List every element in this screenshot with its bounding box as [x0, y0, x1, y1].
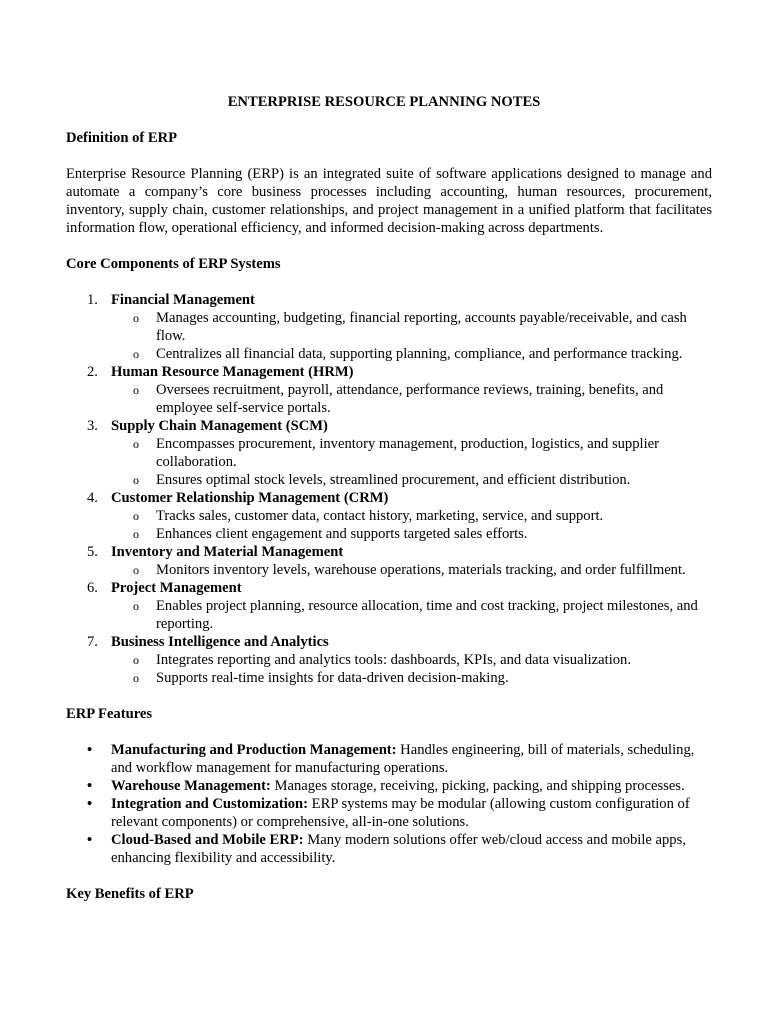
component-points [111, 507, 712, 543]
feature-title: Integration and Customization: [111, 796, 309, 812]
component-point-text: Monitors inventory levels, warehouse operations, materials tracking, and order fulfillment. [156, 562, 686, 578]
circle-bullet-icon: o [133, 437, 139, 451]
component-points [111, 561, 712, 579]
components-heading: Core Components of ERP Systems [66, 256, 281, 272]
component-point [111, 561, 712, 579]
component-point [111, 345, 712, 363]
component-point [111, 309, 712, 345]
feature-item [66, 777, 712, 795]
component-point-text: Oversees recruitment, payroll, attendance, performance reviews, training, benefits, and employee self-service portals. [156, 382, 664, 416]
feature-text: Handles engineering, bill of materials, scheduling, and workflow management for manufacturing operations. [111, 742, 695, 776]
component-points [111, 597, 712, 633]
feature-title: Warehouse Management: [111, 778, 271, 794]
features-heading: ERP Features [66, 706, 153, 722]
component-number: 2. [87, 364, 98, 380]
component-point [111, 381, 712, 417]
circle-bullet-icon: o [133, 653, 139, 667]
circle-bullet-icon: o [133, 311, 139, 325]
bullet-dot-icon: • [87, 778, 93, 794]
component-number: 1. [87, 292, 98, 308]
component-title: Human Resource Management (HRM) [111, 364, 354, 380]
circle-bullet-icon: o [133, 599, 139, 613]
component-point-text: Ensures optimal stock levels, streamlined procurement, and efficient distribution. [156, 472, 631, 488]
component-title: Customer Relationship Management (CRM) [111, 490, 389, 506]
component-point-text: Tracks sales, customer data, contact history, marketing, service, and support. [156, 508, 604, 524]
features-list [66, 741, 712, 867]
feature-title: Manufacturing and Production Management: [111, 742, 397, 758]
component-number: 6. [87, 580, 98, 596]
benefits-heading: Key Benefits of ERP [66, 886, 194, 902]
feature-item [66, 795, 712, 831]
component-number: 5. [87, 544, 98, 560]
components-list [66, 291, 712, 687]
document-title: ENTERPRISE RESOURCE PLANNING NOTES [227, 94, 541, 110]
component-point [111, 651, 712, 669]
component-point-text: Encompasses procurement, inventory management, production, logistics, and supplier collaboration. [156, 436, 659, 470]
circle-bullet-icon: o [133, 671, 139, 685]
component-item [66, 579, 712, 633]
circle-bullet-icon: o [133, 527, 139, 541]
component-point [111, 597, 712, 633]
component-title: Project Management [111, 580, 242, 596]
component-point-text: Centralizes all financial data, supporting planning, compliance, and performance tracking. [156, 346, 683, 362]
feature-item [66, 831, 712, 867]
component-item [66, 489, 712, 543]
definition-paragraph: Enterprise Resource Planning (ERP) is an integrated suite of software applications designed to manage and automate a company’s core business processes including accounting, human resources, procurement, inventory, supply chain, customer relationships, and project management in a unified platform that facilitates information flow, operational efficiency, and informed decision-making across departments. [66, 166, 712, 236]
component-title: Supply Chain Management (SCM) [111, 418, 328, 434]
component-title: Financial Management [111, 292, 255, 308]
component-item [66, 417, 712, 489]
circle-bullet-icon: o [133, 347, 139, 361]
bullet-dot-icon: • [87, 742, 93, 758]
component-item [66, 633, 712, 687]
component-points [111, 309, 712, 363]
component-title: Inventory and Material Management [111, 544, 344, 560]
component-points [111, 651, 712, 687]
component-points [111, 435, 712, 489]
bullet-dot-icon: • [87, 832, 93, 848]
component-point-text: Manages accounting, budgeting, financial reporting, accounts payable/receivable, and cash flow. [156, 310, 687, 344]
circle-bullet-icon: o [133, 509, 139, 523]
component-points [111, 381, 712, 417]
component-point-text: Integrates reporting and analytics tools: dashboards, KPIs, and data visualization. [156, 652, 631, 668]
component-point-text: Enables project planning, resource allocation, time and cost tracking, project milestones, and reporting. [156, 598, 698, 632]
feature-title: Cloud-Based and Mobile ERP: [111, 832, 304, 848]
feature-text: Manages storage, receiving, picking, packing, and shipping processes. [270, 778, 685, 794]
component-item [66, 543, 712, 579]
circle-bullet-icon: o [133, 473, 139, 487]
component-point [111, 507, 712, 525]
component-item [66, 363, 712, 417]
bullet-dot-icon: • [87, 796, 93, 812]
definition-heading: Definition of ERP [66, 130, 178, 146]
component-number: 3. [87, 418, 98, 434]
component-point [111, 471, 712, 489]
component-number: 4. [87, 490, 98, 506]
component-item [66, 291, 712, 363]
component-point [111, 669, 712, 687]
component-point [111, 525, 712, 543]
feature-text: ERP systems may be modular (allowing custom configuration of relevant components) or comprehensive, all-in-one solutions. [111, 796, 690, 830]
component-point-text: Enhances client engagement and supports targeted sales efforts. [156, 526, 528, 542]
component-point [111, 435, 712, 471]
feature-item [66, 741, 712, 777]
component-title: Business Intelligence and Analytics [111, 634, 329, 650]
circle-bullet-icon: o [133, 383, 139, 397]
component-number: 7. [87, 634, 98, 650]
component-point-text: Supports real-time insights for data-driven decision-making. [156, 670, 509, 686]
feature-text: Many modern solutions offer web/cloud access and mobile apps, enhancing flexibility and accessibility. [111, 832, 686, 866]
circle-bullet-icon: o [133, 563, 139, 577]
